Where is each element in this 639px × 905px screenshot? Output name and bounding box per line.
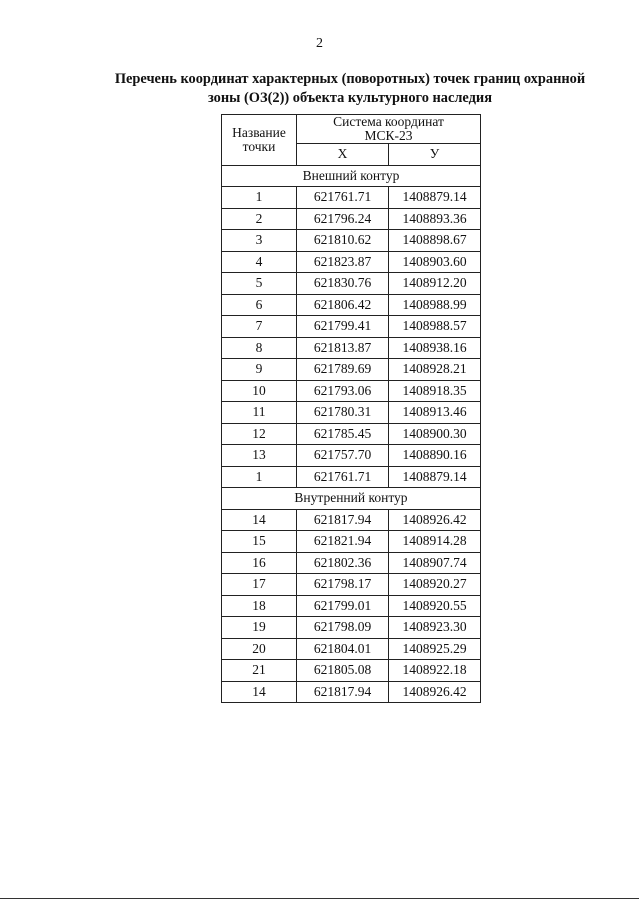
x-coordinate-cell: 621796.24 [297,208,389,230]
x-coordinate-cell: 621789.69 [297,359,389,381]
x-coordinate-cell: 621806.42 [297,294,389,316]
y-coordinate-cell: 1408907.74 [389,552,481,574]
x-coordinate-cell: 621817.94 [297,681,389,703]
point-name-cell: 6 [222,294,297,316]
x-column-header: Х [297,144,389,166]
table-row [222,531,481,553]
section-row [222,165,481,187]
coordinate-system-header-line-2: МСК-23 [364,128,413,143]
x-coordinate-cell: 621821.94 [297,531,389,553]
point-name-cell: 19 [222,617,297,639]
table-row [222,574,481,596]
x-coordinate-cell: 621761.71 [297,187,389,209]
table-row [222,595,481,617]
coordinate-system-header-line-1: Система координат [333,114,444,129]
document-title [60,70,639,108]
table-row [222,208,481,230]
point-name-cell: 14 [222,509,297,531]
y-coordinate-cell: 1408988.99 [389,294,481,316]
point-name-cell: 8 [222,337,297,359]
y-coordinate-cell: 1408988.57 [389,316,481,338]
x-coordinate-cell: 621785.45 [297,423,389,445]
x-coordinate-cell: 621793.06 [297,380,389,402]
section-title: Внутренний контур [222,488,481,510]
y-coordinate-cell: 1408890.16 [389,445,481,467]
table-header [222,115,481,166]
point-name-cell: 17 [222,574,297,596]
x-coordinate-cell: 621761.71 [297,466,389,488]
point-name-cell: 1 [222,187,297,209]
x-coordinate-cell: 621810.62 [297,230,389,252]
point-name-cell: 2 [222,208,297,230]
table-row [222,316,481,338]
y-coordinate-cell: 1408918.35 [389,380,481,402]
y-coordinate-cell: 1408926.42 [389,509,481,531]
table-row [222,251,481,273]
point-name-cell: 9 [222,359,297,381]
point-name-cell: 3 [222,230,297,252]
x-coordinate-cell: 621802.36 [297,552,389,574]
point-name-header [222,115,297,166]
point-name-cell: 11 [222,402,297,424]
table-row [222,380,481,402]
point-name-cell: 15 [222,531,297,553]
x-coordinate-cell: 621798.09 [297,617,389,639]
y-coordinate-cell: 1408925.29 [389,638,481,660]
y-coordinate-cell: 1408928.21 [389,359,481,381]
header-row-1 [222,115,481,144]
coordinate-system-header [297,115,481,144]
x-coordinate-cell: 621823.87 [297,251,389,273]
x-coordinate-cell: 621830.76 [297,273,389,295]
x-coordinate-cell: 621757.70 [297,445,389,467]
point-name-cell: 14 [222,681,297,703]
page-bottom-rule [0,898,639,899]
y-coordinate-cell: 1408920.55 [389,595,481,617]
x-coordinate-cell: 621799.41 [297,316,389,338]
table-row [222,681,481,703]
point-name-header-line-2: точки [242,138,276,154]
point-name-cell: 12 [222,423,297,445]
y-coordinate-cell: 1408893.36 [389,208,481,230]
point-name-header-line-1: Название [232,124,286,140]
y-coordinate-cell: 1408923.30 [389,617,481,639]
point-name-cell: 18 [222,595,297,617]
x-coordinate-cell: 621799.01 [297,595,389,617]
table-row [222,552,481,574]
y-coordinate-cell: 1408914.28 [389,531,481,553]
section-title: Внешний контур [222,165,481,187]
y-coordinate-cell: 1408912.20 [389,273,481,295]
y-coordinate-cell: 1408879.14 [389,466,481,488]
x-coordinate-cell: 621798.17 [297,574,389,596]
table-row [222,423,481,445]
section-row [222,488,481,510]
y-coordinate-cell: 1408879.14 [389,187,481,209]
table-row [222,638,481,660]
y-coordinate-cell: 1408922.18 [389,660,481,682]
y-coordinate-cell: 1408903.60 [389,251,481,273]
point-name-cell: 21 [222,660,297,682]
y-coordinate-cell: 1408920.27 [389,574,481,596]
x-coordinate-cell: 621805.08 [297,660,389,682]
table-row [222,402,481,424]
x-coordinate-cell: 621780.31 [297,402,389,424]
y-coordinate-cell: 1408938.16 [389,337,481,359]
y-column-header: У [389,144,481,166]
table-row [222,359,481,381]
table-row [222,273,481,295]
document-title-line-1: Перечень координат характерных (поворотных) точек границ охранной [114,71,586,87]
table-row [222,337,481,359]
point-name-cell: 5 [222,273,297,295]
x-coordinate-cell: 621804.01 [297,638,389,660]
y-coordinate-cell: 1408898.67 [389,230,481,252]
point-name-cell: 13 [222,445,297,467]
y-coordinate-cell: 1408900.30 [389,423,481,445]
point-name-cell: 4 [222,251,297,273]
table-body [222,165,481,703]
coordinates-table [221,114,481,703]
x-coordinate-cell: 621813.87 [297,337,389,359]
table-row [222,187,481,209]
y-coordinate-cell: 1408926.42 [389,681,481,703]
point-name-cell: 20 [222,638,297,660]
point-name-cell: 16 [222,552,297,574]
table-row [222,294,481,316]
x-coordinate-cell: 621817.94 [297,509,389,531]
y-coordinate-cell: 1408913.46 [389,402,481,424]
table-row [222,617,481,639]
table-row [222,509,481,531]
table-row [222,445,481,467]
point-name-cell: 10 [222,380,297,402]
table-row [222,230,481,252]
page-number: 2 [316,36,323,51]
point-name-cell: 7 [222,316,297,338]
table-row [222,466,481,488]
document-title-line-2: зоны (ОЗ(2)) объекта культурного наследия [207,90,492,106]
table-row [222,660,481,682]
point-name-cell: 1 [222,466,297,488]
